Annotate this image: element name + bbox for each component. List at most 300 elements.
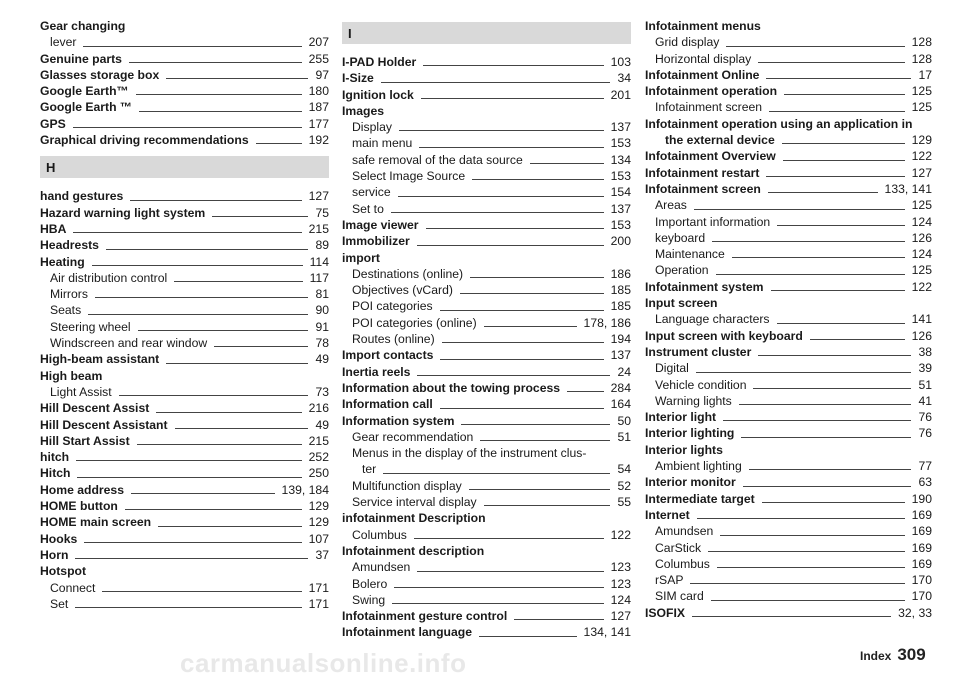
entry-term: Internet: [645, 507, 690, 522]
leader-line: [92, 265, 303, 266]
page-reference[interactable]: 129: [308, 515, 329, 530]
entry-term: Infotainment language: [342, 625, 473, 640]
page-reference[interactable]: 51: [617, 429, 631, 444]
page-reference[interactable]: 128: [911, 51, 932, 66]
page-reference[interactable]: 200: [610, 234, 631, 249]
entry-term: High-beam assistant: [40, 352, 160, 367]
leader-line: [139, 111, 302, 112]
index-entry: [342, 217, 631, 233]
page-reference[interactable]: 153: [610, 169, 631, 184]
index-subentry: [645, 556, 932, 572]
page-reference[interactable]: 250: [308, 466, 329, 481]
leader-line: [758, 355, 911, 356]
index-heading-no-page: Input screen: [645, 296, 718, 311]
index-subentry: [645, 572, 932, 588]
page-reference[interactable]: 284: [610, 380, 631, 395]
leader-line: [461, 424, 610, 425]
index-entry: [645, 83, 932, 99]
page-number: 309: [897, 645, 926, 664]
index-column-2: [342, 18, 631, 641]
page-reference[interactable]: 170: [911, 573, 932, 588]
index-heading-no-page: import: [342, 250, 380, 265]
leader-line: [394, 587, 603, 588]
leader-line: [102, 591, 301, 592]
entry-term: Windscreen and rear window: [50, 336, 208, 351]
index-subentry: [645, 230, 932, 246]
page-reference[interactable]: 39: [918, 361, 932, 376]
index-entry: [40, 116, 329, 132]
page-reference[interactable]: 255: [308, 51, 329, 66]
page-reference[interactable]: 169: [911, 524, 932, 539]
page-reference[interactable]: 38: [918, 344, 932, 359]
page-reference[interactable]: 75: [315, 205, 329, 220]
index-entry: [342, 364, 631, 380]
entry-term: Display: [352, 120, 392, 135]
page-reference[interactable]: 34: [617, 71, 631, 86]
leader-line: [472, 179, 604, 180]
entry-term: Light Assist: [50, 384, 112, 399]
page-reference[interactable]: 117: [309, 270, 329, 285]
index-entry: [40, 237, 329, 253]
page-reference[interactable]: 124: [610, 592, 631, 607]
entry-term: Intermediate target: [645, 491, 755, 506]
entry-term: HOME button: [40, 499, 118, 514]
index-entry: [645, 181, 932, 197]
index-entry: [645, 425, 932, 441]
page-reference[interactable]: 77: [918, 459, 932, 474]
page-reference[interactable]: 185: [610, 299, 631, 314]
leader-line: [766, 176, 904, 177]
entry-term: Amundsen: [655, 524, 714, 539]
page-reference[interactable]: 49: [315, 352, 329, 367]
page-reference[interactable]: 37: [315, 547, 329, 562]
page-reference[interactable]: 180: [308, 84, 329, 99]
page-reference[interactable]: 137: [610, 201, 631, 216]
page-reference[interactable]: 51: [918, 377, 932, 392]
leader-line: [741, 437, 911, 438]
page-reference[interactable]: 141: [911, 312, 932, 327]
leader-line: [777, 225, 904, 226]
index-subentry: [40, 270, 329, 286]
page-reference[interactable]: 127: [610, 609, 631, 624]
entry-term: Important information: [655, 214, 771, 229]
page-reference[interactable]: 186: [610, 266, 631, 281]
entry-term: Import contacts: [342, 348, 434, 363]
index-heading-no-page: Infotainment operation using an application in: [645, 116, 913, 131]
index-entry: [342, 608, 631, 624]
index-entry: [40, 433, 329, 449]
leader-line: [417, 245, 604, 246]
page-reference[interactable]: 252: [308, 450, 329, 465]
index-subentry: [40, 302, 329, 318]
page-reference[interactable]: 55: [617, 495, 631, 510]
leader-line: [567, 391, 604, 392]
page-footer: [860, 645, 926, 665]
index-subentry-wrapped: Menus in the display of the instrument clus-: [352, 446, 587, 461]
index-subentry: [645, 588, 932, 604]
entry-term: Image viewer: [342, 217, 419, 232]
entry-term: Swing: [352, 592, 386, 607]
leader-line: [84, 542, 301, 543]
index-entry: [645, 605, 932, 621]
page-reference[interactable]: 187: [308, 100, 329, 115]
page-reference[interactable]: 178, 186: [583, 315, 631, 330]
index-heading-no-page: Interior lights: [645, 442, 723, 457]
entry-term: the external device: [665, 133, 775, 148]
page-reference[interactable]: 133, 141: [884, 181, 932, 196]
entry-term: Infotainment operation: [645, 84, 778, 99]
index-entry: [40, 67, 329, 83]
page-reference[interactable]: 134, 141: [583, 625, 631, 640]
index-subentry: [645, 262, 932, 278]
leader-line: [136, 94, 302, 95]
entry-term: keyboard: [655, 230, 706, 245]
index-subentry: [645, 540, 932, 556]
entry-term: Information about the towing process: [342, 380, 561, 395]
page-reference[interactable]: 185: [610, 283, 631, 298]
index-entry: [342, 624, 631, 640]
leader-line: [76, 460, 302, 461]
index-subentry: [645, 34, 932, 50]
index-entry: [645, 67, 932, 83]
index-heading-no-page: Infotainment description: [342, 543, 485, 558]
index-entry: [40, 83, 329, 99]
leader-line: [732, 257, 905, 258]
page-reference[interactable]: 190: [911, 491, 932, 506]
page-reference[interactable]: 122: [911, 149, 932, 164]
index-subentry: [40, 335, 329, 351]
leader-line: [480, 440, 610, 441]
leader-line: [419, 147, 603, 148]
entry-term: Infotainment gesture control: [342, 609, 508, 624]
entry-term: Interior monitor: [645, 475, 736, 490]
index-entry: [40, 465, 329, 481]
page-reference[interactable]: 169: [911, 540, 932, 555]
page-reference[interactable]: 125: [911, 263, 932, 278]
entry-term: CarStick: [655, 540, 702, 555]
index-heading-no-page: infotainment Description: [342, 511, 486, 526]
page-reference[interactable]: 216: [308, 401, 329, 416]
page-reference[interactable]: 171: [308, 596, 329, 611]
entry-term: Maintenance: [655, 247, 725, 262]
entry-term: Destinations (online): [352, 266, 464, 281]
leader-line: [212, 216, 308, 217]
leader-line: [708, 551, 905, 552]
leader-line: [392, 603, 603, 604]
index-entry: [342, 233, 631, 249]
page-reference[interactable]: 129: [308, 499, 329, 514]
entry-term: Hazard warning light system: [40, 205, 206, 220]
page-reference[interactable]: 41: [918, 393, 932, 408]
page-reference[interactable]: 215: [308, 433, 329, 448]
leader-line: [381, 82, 611, 83]
page-reference[interactable]: 123: [610, 576, 631, 591]
index-entry: [40, 449, 329, 465]
entry-term: Interior light: [645, 410, 717, 425]
entry-term: Hill Start Assist: [40, 433, 130, 448]
index-subentry: [645, 99, 932, 115]
index-entry: [40, 417, 329, 433]
entry-term: Air distribution control: [50, 270, 168, 285]
leader-line: [768, 192, 878, 193]
page-reference[interactable]: 76: [918, 410, 932, 425]
page-reference[interactable]: 124: [911, 214, 932, 229]
index-subentry: [342, 201, 631, 217]
entry-term: Operation: [655, 263, 709, 278]
index-subentry: [342, 461, 631, 477]
page-reference[interactable]: 125: [911, 100, 932, 115]
leader-line: [398, 196, 604, 197]
index-subentry: [342, 429, 631, 445]
index-heading-no-page: Gear changing: [40, 19, 126, 33]
page-reference[interactable]: 122: [911, 279, 932, 294]
entry-term: Hooks: [40, 531, 78, 546]
leader-line: [726, 46, 904, 47]
page-reference[interactable]: 126: [911, 328, 932, 343]
index-entry: [40, 351, 329, 367]
index-entry: [645, 474, 932, 490]
index-subentry: [645, 214, 932, 230]
leader-line: [743, 486, 912, 487]
page-reference[interactable]: 154: [610, 185, 631, 200]
entry-term: Routes (online): [352, 332, 435, 347]
leader-line: [440, 310, 604, 311]
page-reference[interactable]: 171: [308, 580, 329, 595]
leader-line: [692, 616, 891, 617]
leader-line: [383, 473, 610, 474]
entry-term: Grid display: [655, 35, 720, 50]
entry-term: Information call: [342, 397, 433, 412]
page-reference[interactable]: 153: [610, 136, 631, 151]
entry-term: POI categories: [352, 299, 433, 314]
page-reference[interactable]: 81: [315, 287, 329, 302]
index-subentry: [645, 458, 932, 474]
leader-line: [423, 65, 603, 66]
index-subentry: [342, 592, 631, 608]
index-subentry: [342, 266, 631, 282]
entry-term: Bolero: [352, 576, 388, 591]
entry-term: Google Earth ™: [40, 100, 133, 115]
leader-line: [158, 526, 302, 527]
index-heading-no-page: Images: [342, 103, 385, 118]
entry-term: ISOFIX: [645, 605, 685, 620]
leader-line: [766, 78, 911, 79]
footer-section-label: Index: [860, 649, 892, 663]
index-entry: [342, 413, 631, 429]
leader-line: [130, 200, 301, 201]
index-subentry: [645, 197, 932, 213]
page-reference[interactable]: 127: [911, 165, 932, 180]
page-reference[interactable]: 52: [617, 478, 631, 493]
entry-term: Horn: [40, 547, 69, 562]
page-reference[interactable]: 153: [610, 217, 631, 232]
index-entry: [645, 328, 932, 344]
page-reference[interactable]: 63: [918, 475, 932, 490]
leader-line: [484, 326, 577, 327]
leader-line: [119, 395, 309, 396]
page-reference[interactable]: 114: [309, 254, 329, 269]
index-subentry: [342, 168, 631, 184]
index-subentry: [342, 298, 631, 314]
page-reference[interactable]: 124: [911, 247, 932, 262]
leader-line: [712, 241, 905, 242]
leader-line: [469, 489, 611, 490]
index-subentry: [645, 246, 932, 262]
index-column-3: [645, 18, 932, 621]
page-reference[interactable]: 76: [918, 426, 932, 441]
index-entry: [645, 148, 932, 164]
page-reference[interactable]: 125: [911, 84, 932, 99]
leader-line: [77, 477, 301, 478]
leader-line: [442, 342, 604, 343]
index-entry: [645, 507, 932, 523]
page-reference[interactable]: 215: [308, 221, 329, 236]
entry-term: Objectives (vCard): [352, 283, 453, 298]
index-entry: [645, 132, 932, 148]
leader-line: [417, 375, 610, 376]
entry-term: main menu: [352, 136, 413, 151]
entry-term: Infotainment Overview: [645, 149, 776, 164]
index-entry: [40, 254, 329, 270]
entry-term: hand gestures: [40, 189, 124, 204]
page-reference[interactable]: 126: [911, 230, 932, 245]
entry-term: Home address: [40, 482, 124, 497]
entry-term: Google Earth™: [40, 84, 129, 99]
page-reference[interactable]: 73: [315, 384, 329, 399]
index-entry: [342, 396, 631, 412]
leader-line: [697, 518, 905, 519]
leader-line: [739, 404, 912, 405]
entry-term: Immobilizer: [342, 234, 410, 249]
leader-line: [125, 509, 302, 510]
index-subentry: [40, 286, 329, 302]
entry-term: Connect: [50, 580, 96, 595]
page-reference[interactable]: 127: [308, 189, 329, 204]
section-letter-heading: H: [40, 156, 329, 178]
entry-term: Hitch: [40, 466, 71, 481]
page-reference[interactable]: 50: [617, 413, 631, 428]
index-subentry: [40, 34, 329, 50]
entry-term: hitch: [40, 450, 70, 465]
leader-line: [73, 127, 302, 128]
index-entry: [40, 132, 329, 148]
leader-line: [514, 619, 603, 620]
index-subentry: [342, 135, 631, 151]
entry-term: Columbus: [655, 556, 710, 571]
index-subentry: [342, 576, 631, 592]
entry-term: service: [352, 185, 391, 200]
page-reference[interactable]: 90: [315, 303, 329, 318]
watermark: carmanualsonline.info: [180, 648, 467, 678]
entry-term: Gear recommendation: [352, 429, 474, 444]
index-entry: [40, 514, 329, 530]
page-reference[interactable]: 78: [315, 336, 329, 351]
index-subentry: [342, 184, 631, 200]
leader-line: [530, 163, 604, 164]
page-reference[interactable]: 201: [610, 87, 631, 102]
leader-line: [174, 281, 302, 282]
page-reference[interactable]: 125: [911, 198, 932, 213]
page-reference[interactable]: 207: [308, 35, 329, 50]
entry-term: I-Size: [342, 71, 374, 86]
page-reference[interactable]: 54: [617, 462, 631, 477]
leader-line: [417, 571, 603, 572]
page-reference[interactable]: 107: [308, 531, 329, 546]
page-reference[interactable]: 194: [610, 332, 631, 347]
page-reference[interactable]: 123: [610, 560, 631, 575]
page-reference[interactable]: 177: [308, 116, 329, 131]
page-reference[interactable]: 128: [911, 35, 932, 50]
index-entry: [40, 99, 329, 115]
leader-line: [256, 143, 302, 144]
entry-term: lever: [50, 35, 77, 50]
page-reference[interactable]: 137: [610, 120, 631, 135]
leader-line: [138, 330, 309, 331]
index-entry: [342, 380, 631, 396]
page-reference[interactable]: 164: [610, 397, 631, 412]
entry-term: Mirrors: [50, 287, 88, 302]
page-reference[interactable]: 91: [315, 319, 329, 334]
page-reference[interactable]: 122: [610, 527, 631, 542]
leader-line: [716, 274, 905, 275]
entry-term: Hill Descent Assistant: [40, 417, 168, 432]
entry-term: Set: [50, 596, 69, 611]
entry-term: Genuine parts: [40, 51, 122, 66]
leader-line: [479, 636, 577, 637]
entry-term: Multifunction display: [352, 478, 462, 493]
leader-line: [484, 505, 611, 506]
leader-line: [75, 558, 308, 559]
leader-line: [137, 444, 302, 445]
page-reference[interactable]: 139, 184: [281, 482, 329, 497]
entry-term: Horizontal display: [655, 51, 752, 66]
leader-line: [470, 277, 604, 278]
page-reference[interactable]: 170: [911, 589, 932, 604]
leader-line: [214, 346, 308, 347]
page-reference[interactable]: 103: [610, 55, 631, 69]
leader-line: [784, 94, 905, 95]
entry-term: Hill Descent Assist: [40, 401, 150, 416]
page-reference[interactable]: 192: [308, 133, 329, 148]
leader-line: [783, 160, 905, 161]
page-reference[interactable]: 89: [315, 238, 329, 253]
entry-term: Interior lighting: [645, 426, 735, 441]
page-reference[interactable]: 24: [617, 364, 631, 379]
leader-line: [749, 469, 912, 470]
page-reference[interactable]: 32, 33: [898, 605, 932, 620]
leader-line: [414, 538, 604, 539]
index-entry: [645, 409, 932, 425]
page-reference[interactable]: 169: [911, 507, 932, 522]
page-reference[interactable]: 134: [610, 152, 631, 167]
page-reference[interactable]: 17: [918, 67, 932, 82]
leader-line: [810, 339, 905, 340]
page-reference[interactable]: 169: [911, 556, 932, 571]
page-reference[interactable]: 129: [911, 133, 932, 148]
index-heading-no-page: Infotainment menus: [645, 19, 761, 33]
leader-line: [440, 408, 604, 409]
page-reference[interactable]: 97: [315, 67, 329, 82]
page-reference[interactable]: 49: [315, 417, 329, 432]
page-reference[interactable]: 137: [610, 348, 631, 363]
section-letter-heading: I: [342, 22, 631, 44]
entry-term: Areas: [655, 198, 687, 213]
index-subentry: [645, 523, 932, 539]
entry-term: Infotainment Online: [645, 67, 760, 82]
leader-line: [460, 293, 604, 294]
leader-line: [782, 143, 905, 144]
index-subentry: [645, 311, 932, 327]
